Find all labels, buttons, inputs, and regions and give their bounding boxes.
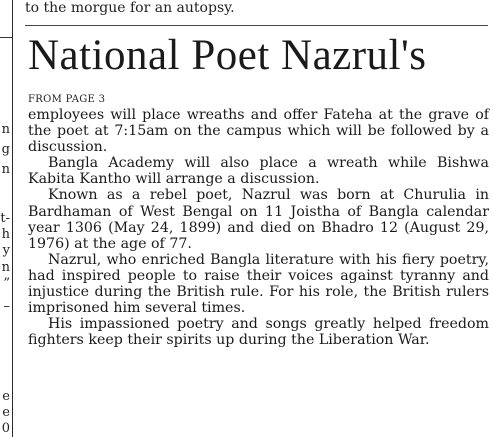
adjacent-column-fragment: t- [0,211,10,226]
story-divider [25,25,488,26]
article-headline: National Poet Nazrul's [28,32,427,79]
adjacent-column-fragment: e [2,389,10,404]
adjacent-column-fragment: g [1,142,10,157]
article-paragraph: Known as a rebel poet, Nazrul was born at Churulia in Bardhaman of West Bengal on 11 Joistha of Bangla calendar year 1306 (May 24, 1899) and died on Bhadro 12 (August 29, 1976) at the age of 77. [28,187,489,252]
adjacent-column-fragment: y [2,243,10,258]
adjacent-column-fragment: ” [3,276,10,291]
jump-line: FROM PAGE 3 [28,94,106,105]
adjacent-column-fragment: n [1,260,10,275]
article-paragraph: Nazrul, who enriched Bangla literature with his fiery poetry, had inspired people to raise their voices against tyranny and injustice during the British rule. For his role, the British rulers imprisoned him several times. [28,251,489,317]
adjacent-column-fragment: n [1,162,10,177]
article-body [28,107,489,348]
article-paragraph: Bangla Academy will also place a wreath while Bishwa Kabita Kantho will arrange a discussion. [28,155,489,188]
previous-story-tail: to the morgue for an autopsy. [25,0,235,16]
adjacent-column-fragment: e [2,405,10,420]
adjacent-column-strip [0,0,13,437]
adjacent-column-fragment: h [1,227,10,242]
article-paragraph: employees will place wreaths and offer Fateha at the grave of the poet at 7:15am on the campus which will be followed by a discussion. [28,107,489,156]
article-paragraph: His impassioned poetry and songs greatly helped freedom fighters keep their spirits up during the Liberation War. [28,316,489,349]
adjacent-column-fragment: 0 [1,421,10,436]
column-rule [0,37,12,38]
adjacent-column-fragment: n [1,122,10,137]
adjacent-column-fragment: – [3,299,10,314]
